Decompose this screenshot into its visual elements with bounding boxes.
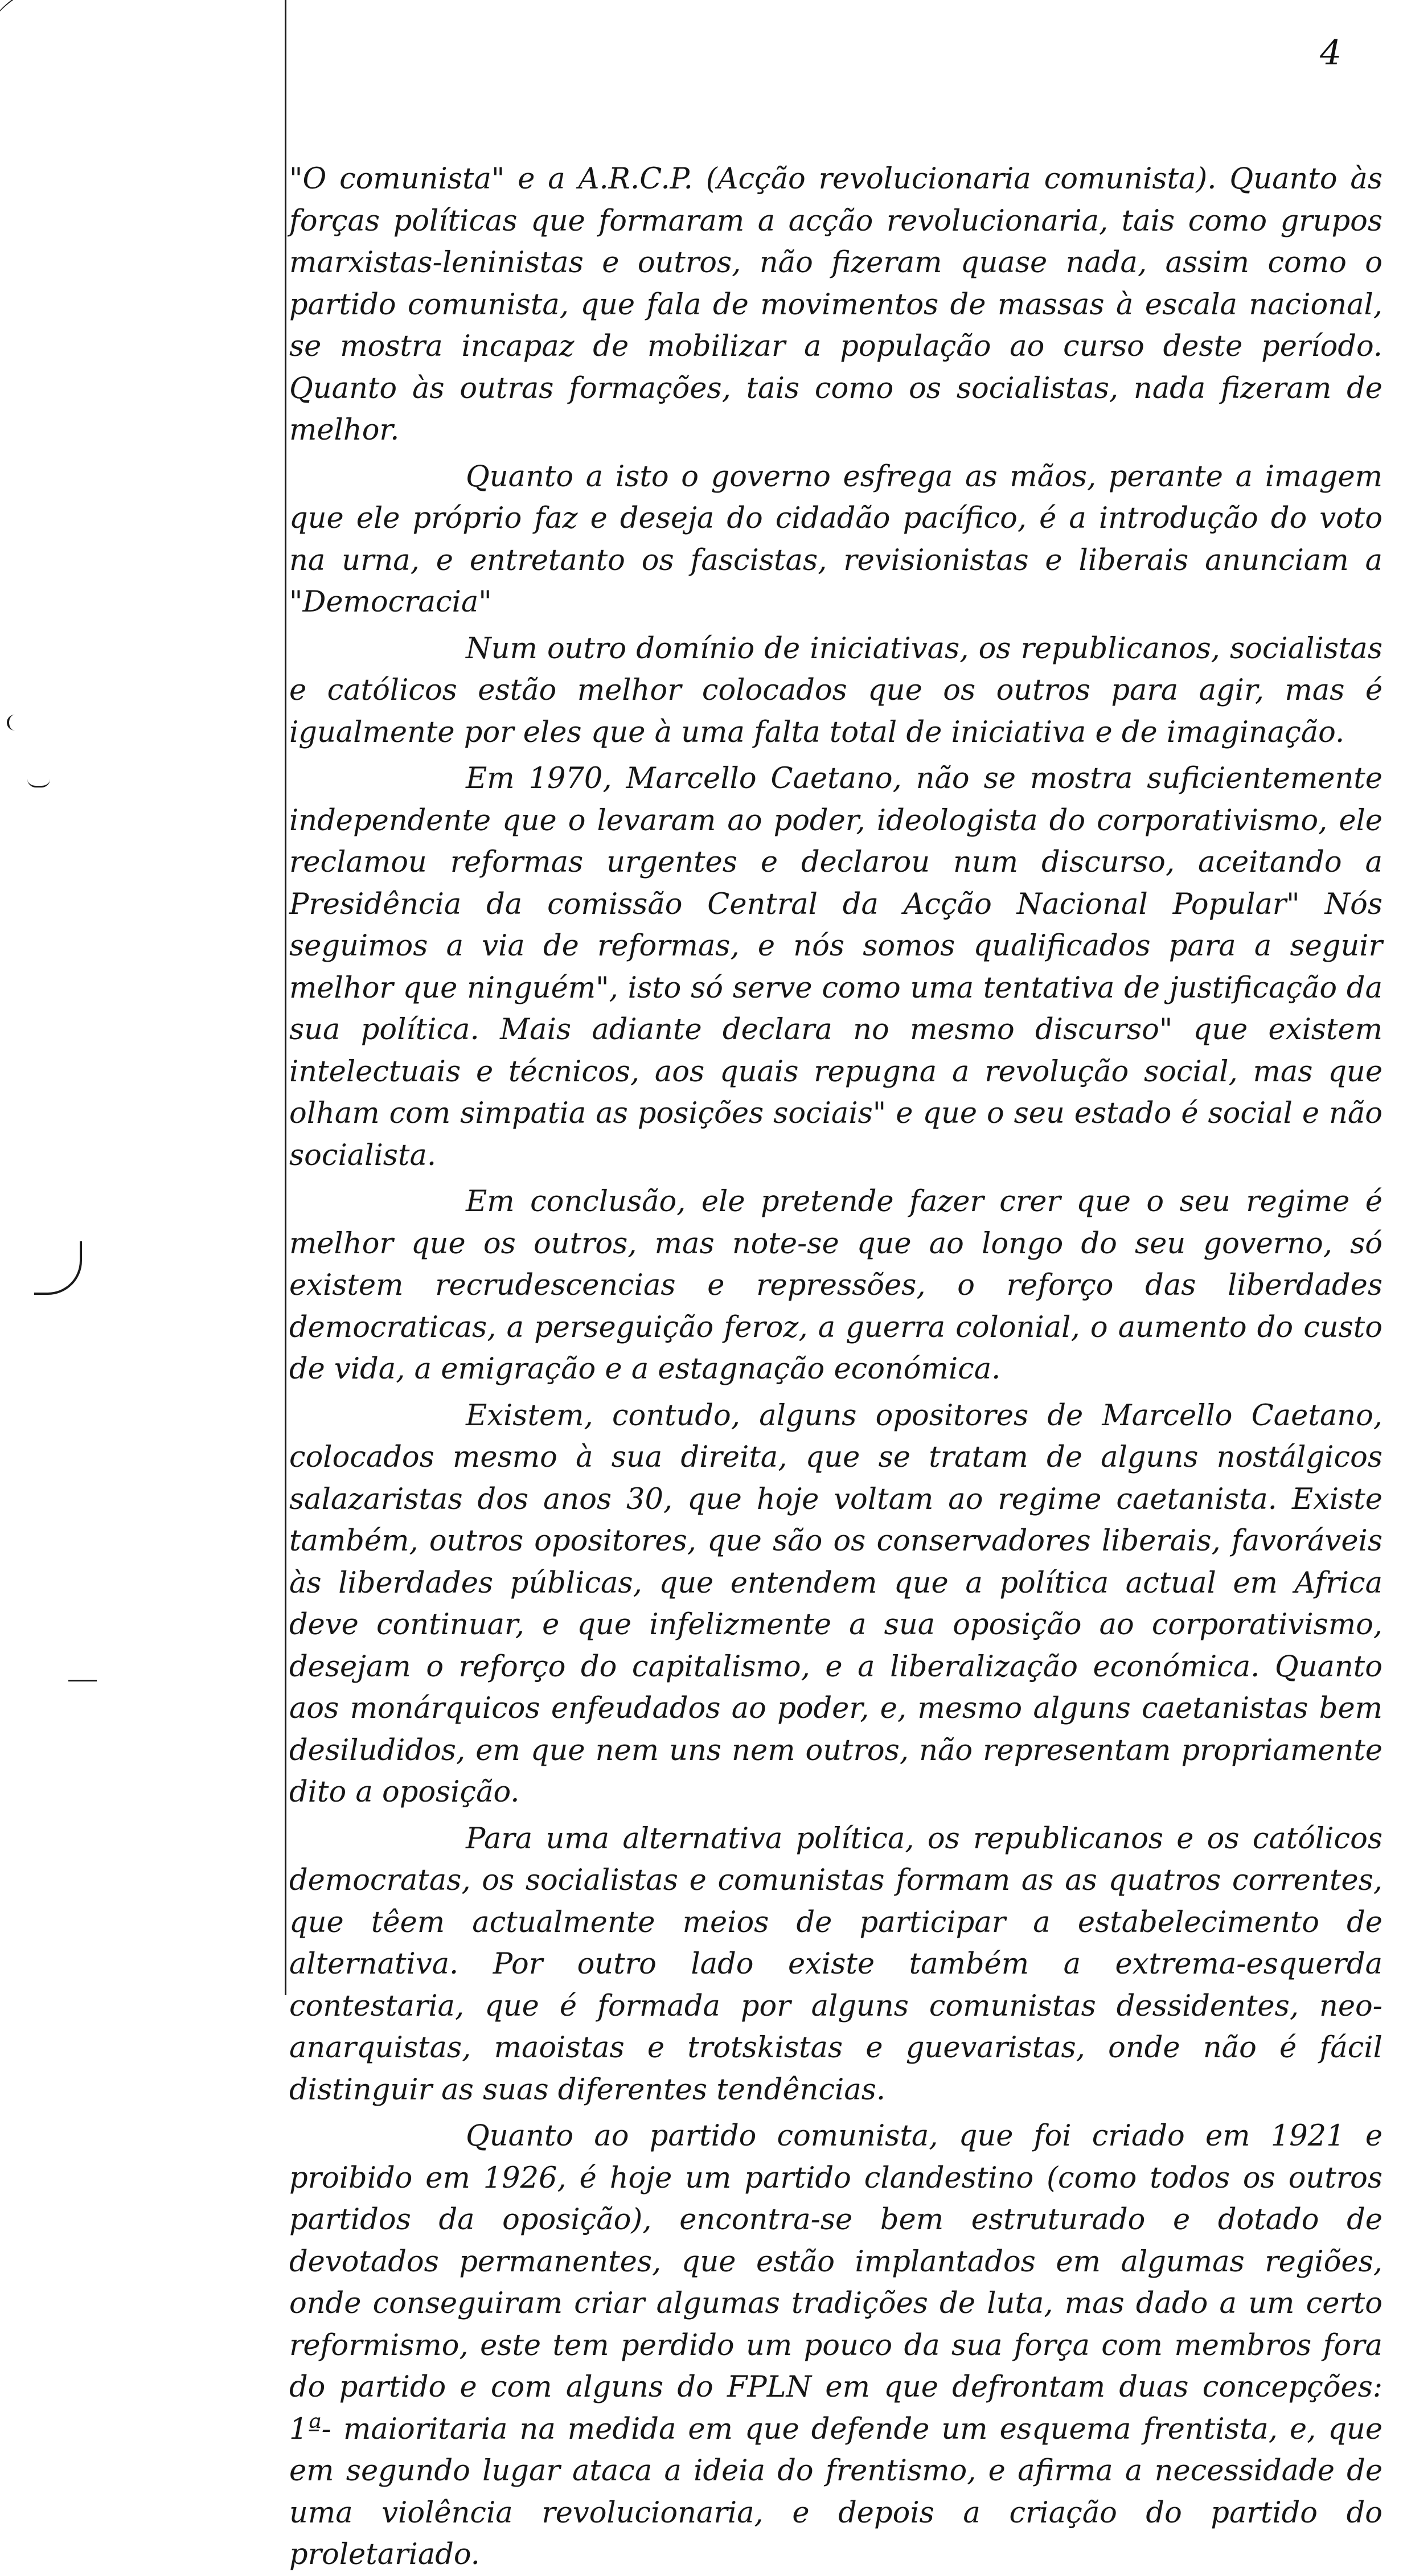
margin-line [285, 0, 286, 1995]
corner-arc-mark [0, 0, 63, 70]
paragraph: Em conclusão, ele pretende fazer crer que o seu regime é melhor que os outros, mas note-se que ao longo do seu governo, só existem recrudescencias e repressões, o reforço das liberdades democraticas, a perseguição feroz, a guerra colonial, o aumento do custo de vida, a emigração e a estagnação económica. [289, 1185, 1383, 1386]
paragraph: "O comunista" e a A.R.C.P. (Acção revolucionaria comunista). Quanto às forças políticas que formaram a acção revolucionaria, tais como grupos marxistas-leninistas e outros, não fizeram quase nada, assim como o partido comunista, que fala de movimentos de massas à escala nacional, se mostra incapaz de mobilizar a população ao curso deste período. Quanto às outras formações, tais como os socialistas, nada fizeram de melhor. [289, 162, 1383, 447]
margin-mark [27, 779, 50, 787]
handwritten-letter [289, 158, 1383, 2576]
paragraph: Existem, contudo, alguns opositores de Marcello Caetano, colocados mesmo à sua direita, que se tratam de alguns nostálgicos salazaristas dos anos 30, que hoje voltam ao regime caetanista. Existe também, outros opositores, que são os conservadores liberais, favoráveis às liberdades públicas, que entendem que a política actual em Africa deve continuar, e que infelizmente a sua oposição ao corporativismo, desejam o reforço do capitalismo, e a liberalização económica. Quanto aos monárquicos enfeudados ao poder, e, mesmo alguns caetanistas bem desiludidos, em que nem uns nem outros, não representam propriamente dito a oposição. [289, 1398, 1383, 1809]
margin-mark [68, 1680, 97, 1684]
margin-mark [7, 715, 18, 731]
paragraph: Num outro domínio de iniciativas, os republicanos, socialistas e católicos estão melhor colocados que os outros para agir, mas é igualmente por eles que à uma falta total de iniciativa e de imaginação. [289, 631, 1383, 749]
paragraph: Quanto a isto o governo esfrega as mãos, perante a imagem que ele próprio faz e deseja do cidadão pacífico, é a introdução do voto na urna, e entretanto os fascistas, revisionistas e liberais anunciam a "Democracia" [289, 460, 1383, 619]
paragraph: Para uma alternativa política, os republicanos e os católicos democratas, os socialistas e comunistas formam as as quatros correntes, que têem actualmente meios de participar a estabelecimento de alternativa. Por outro lado existe também a extrema-esquerda contestaria, que é formada por alguns comunistas dessidentes, neo-anarquistas, maoistas e trotskistas e guevaristas, onde não é fácil distinguir as suas diferentes tendências. [289, 1822, 1383, 2107]
paragraph: Em 1970, Marcello Caetano, não se mostra suficientemente independente que o levaram ao poder, ideologista do corporativismo, ele reclamou reformas urgentes e declarou num discurso, aceitando a Presidência da comissão Central da Acção Nacional Popular" Nós seguimos a via de reformas, e nós somos qualificados para a seguir melhor que ninguém", isto só serve como uma tentativa de justificação da sua política. Mais adiante declara no mesmo discurso" que existem intelectuais e técnicos, aos quais repugna a revolução social, mas que olham com simpatia as posições sociais" e que o seu estado é social e não socialista. [289, 762, 1383, 1172]
margin-mark [34, 1241, 82, 1295]
page-number: 4 [1320, 33, 1342, 73]
paragraph: Quanto ao partido comunista, que foi criado em 1921 e proibido em 1926, é hoje um partido clandestino (como todos os outros partidos da oposição), encontra-se bem estruturado e dotado de devotados permanentes, que estão implantados em algumas regiões, onde conseguiram criar algumas tradições de luta, mas dado a um certo reformismo, este tem perdido um pouco da sua força com membros fora do partido e com alguns do FPLN em que defrontam duas concepções: 1ª- maioritaria na medida em que defende um esquema frentista, e, que em segundo lugar ataca a ideia do frentismo, e afirma a necessidade de uma violência revolucionaria, e depois a criação do partido do proletariado. [289, 2119, 1383, 2571]
